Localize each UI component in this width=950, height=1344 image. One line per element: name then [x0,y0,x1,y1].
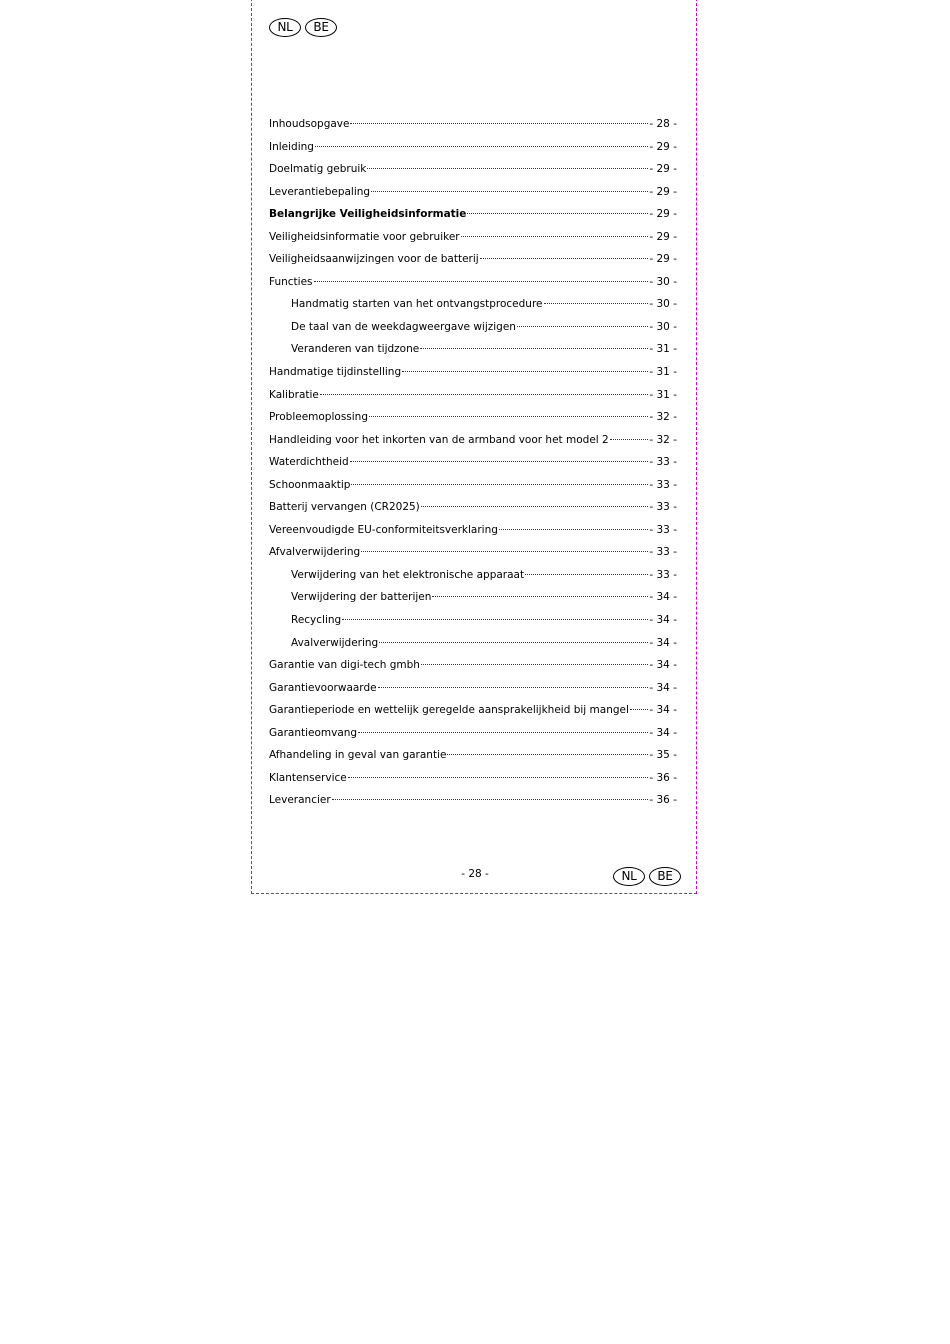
toc-entry[interactable] [269,632,677,655]
toc-entry-title: Vereenvoudigde EU-conformiteitsverklaring [269,523,498,536]
toc-entry-title: Veranderen van tijdzone [291,343,420,356]
toc-dot-leader [314,281,649,282]
toc-entry-title: Inhoudsopgave [269,118,350,130]
toc-entry[interactable] [269,338,677,361]
toc-dot-leader [630,709,648,710]
toc-entry-title: Doelmatig gebruik [269,163,367,176]
toc-entry-page: - 29 - [649,230,677,243]
toc-entry-title: Veiligheidsinformatie voor gebruiker [269,230,460,243]
toc-entry-title: Schoonmaaktip [269,478,351,491]
toc-dot-leader [315,146,648,147]
toc-entry-page: - 29 - [649,253,677,266]
toc-dot-leader [421,506,649,507]
toc-dot-leader [432,596,648,597]
toc-entry-page: - 34 - [649,704,677,717]
toc-entry-page: - 29 - [649,185,677,198]
toc-dot-leader [467,213,648,214]
toc-entry[interactable] [269,158,677,181]
toc-entry-page: - 30 - [649,275,677,288]
toc-entry-page: - 34 - [649,614,677,627]
toc-entry-title: Leverantiebepaling [269,185,371,198]
toc-entry-title: Verwijdering der batterijen [291,591,432,604]
toc-entry-title: Waterdichtheid [269,456,349,469]
toc-entry[interactable] [269,474,677,497]
toc-dot-leader [350,123,648,124]
toc-entry-title: Avalverwijdering [291,636,379,649]
badge-nl: NL [613,867,645,886]
toc-dot-leader [371,191,648,192]
toc-entry-page: - 36 - [649,771,677,784]
toc-entry[interactable] [269,136,677,159]
toc-dot-leader [461,236,649,237]
toc-entry-title: Inleiding [269,140,314,153]
language-badges-bottom [613,867,681,886]
toc-entry-page: - 34 - [649,659,677,672]
toc-entry[interactable] [269,744,677,767]
badge-be: BE [649,867,681,886]
toc-entry[interactable] [269,248,677,271]
toc-dot-leader [367,168,648,169]
toc-entry[interactable] [269,677,677,700]
toc-dot-leader [499,529,648,530]
toc-entry-page: - 32 - [649,411,677,424]
toc-entry-page: - 34 - [649,636,677,649]
toc-entry-title: Probleemoplossing [269,411,368,424]
toc-entry-title: Klantenservice [269,771,347,784]
toc-entry[interactable] [269,789,677,812]
toc-entry-page: - 36 - [649,794,677,807]
toc-dot-leader [610,439,649,440]
toc-entry[interactable] [269,429,677,452]
toc-entry[interactable] [269,654,677,677]
toc-entry[interactable] [269,451,677,474]
toc-dot-leader [402,371,648,372]
toc-entry[interactable] [269,113,677,136]
page-number: - 28 - [461,868,489,880]
language-badges-top [269,18,337,37]
toc-entry-page: - 34 - [649,726,677,739]
toc-entry-title: Batterij vervangen (CR2025) [269,501,420,514]
toc-entry[interactable] [269,609,677,632]
toc-dot-leader [379,642,648,643]
toc-dot-leader [350,461,649,462]
toc-entry[interactable] [269,406,677,429]
toc-dot-leader [369,416,648,417]
toc-entry[interactable] [269,181,677,204]
toc-dot-leader [420,348,648,349]
toc-entry[interactable] [269,767,677,790]
toc-entry-page: - 30 - [649,298,677,311]
toc-entry-title: Functies [269,275,313,288]
toc-dot-leader [447,754,648,755]
toc-entry-page: - 29 - [649,163,677,176]
toc-entry[interactable] [269,699,677,722]
toc-entry[interactable] [269,203,677,226]
toc-entry[interactable] [269,586,677,609]
toc-entry[interactable] [269,271,677,294]
toc-dot-leader [517,326,648,327]
toc-entry[interactable] [269,384,677,407]
toc-entry-page: - 31 - [649,366,677,379]
toc-entry[interactable] [269,541,677,564]
toc-entry-page: - 33 - [649,478,677,491]
toc-entry-page: - 33 - [649,523,677,536]
toc-entry[interactable] [269,226,677,249]
toc-entry[interactable] [269,361,677,384]
toc-entry-page: - 32 - [649,433,677,446]
toc-dot-leader [342,619,648,620]
toc-entry-page: - 33 - [649,546,677,559]
toc-entry[interactable] [269,293,677,316]
toc-dot-leader [544,303,649,304]
toc-entry[interactable] [269,722,677,745]
toc-entry-title: Handmatig starten van het ontvangstprocedure [291,298,543,311]
badge-be: BE [305,18,337,37]
toc-entry-title: Garantie van digi-tech gmbh [269,659,420,672]
toc-entry-page: - 33 - [649,568,677,581]
toc-entry-page: - 33 - [649,456,677,469]
toc-entry-title: Garantieperiode en wettelijk geregelde aansprakelijkheid bij mangel [269,704,629,717]
toc-entry[interactable] [269,496,677,519]
toc-entry-title: Leverancier [269,794,331,807]
toc-entry-title: Handmatige tijdinstelling [269,366,402,379]
table-of-contents [269,113,677,812]
toc-entry-page: - 31 - [649,388,677,401]
toc-dot-leader [332,799,649,800]
toc-dot-leader [361,551,648,552]
toc-entry-title: Garantieomvang [269,726,358,739]
toc-entry-title: Afvalverwijdering [269,546,361,559]
toc-entry-page: - 35 - [649,749,677,762]
toc-entry-page: - 31 - [649,343,677,356]
toc-entry-page: - 34 - [649,591,677,604]
toc-entry-title: Veiligheidsaanwijzingen voor de batterij [269,253,479,266]
toc-entry-page: - 34 - [649,681,677,694]
toc-entry-title: Belangrijke Veiligheidsinformatie [269,208,467,221]
badge-nl: NL [269,18,301,37]
toc-entry-title: Afhandeling in geval van garantie [269,749,447,762]
toc-entry-page: - 28 - [649,118,677,130]
toc-dot-leader [351,484,648,485]
toc-entry-title: Garantievoorwaarde [269,681,377,694]
toc-dot-leader [348,777,649,778]
toc-entry[interactable] [269,564,677,587]
toc-entry-page: - 33 - [649,501,677,514]
toc-entry-title: Handleiding voor het inkorten van de armband voor het model 2 [269,433,609,446]
toc-dot-leader [378,687,649,688]
toc-entry-title: Recycling [291,614,342,627]
toc-entry-page: - 29 - [649,208,677,221]
toc-dot-leader [525,574,648,575]
toc-entry-title: Verwijdering van het elektronische apparaat [291,568,525,581]
toc-dot-leader [320,394,648,395]
toc-entry-page: - 30 - [649,320,677,333]
toc-entry-page: - 29 - [649,140,677,153]
toc-entry-title: Kalibratie [269,388,319,401]
toc-entry-title: De taal van de weekdagweergave wijzigen [291,320,516,333]
toc-dot-leader [480,258,649,259]
toc-dot-leader [358,732,648,733]
toc-dot-leader [421,664,648,665]
toc-entry[interactable] [269,519,677,542]
toc-entry[interactable] [269,316,677,339]
